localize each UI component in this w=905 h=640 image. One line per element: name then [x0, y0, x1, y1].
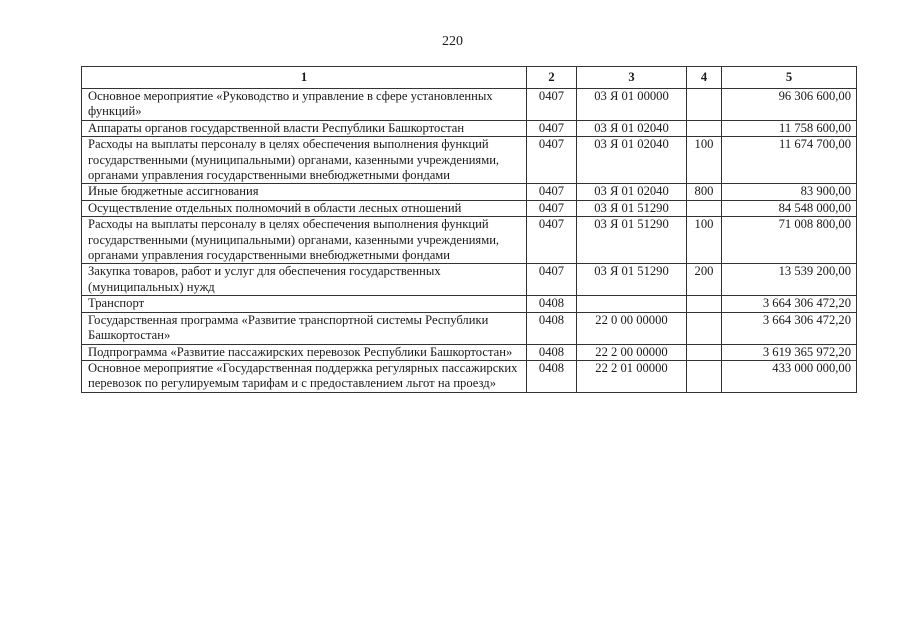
row-amount: 84 548 000,00 — [722, 200, 857, 216]
table-row — [82, 137, 857, 184]
table-row — [82, 296, 857, 312]
row-target: 03 Я 01 51290 — [577, 264, 687, 296]
row-section: 0407 — [527, 137, 577, 184]
row-expense-type: 100 — [687, 137, 722, 184]
row-amount: 11 674 700,00 — [722, 137, 857, 184]
table-row — [82, 312, 857, 344]
row-target: 03 Я 01 00000 — [577, 89, 687, 121]
row-section: 0407 — [527, 89, 577, 121]
row-name: Государственная программа «Развитие транспортной системы Республики Башкортостан» — [82, 312, 527, 344]
row-amount: 11 758 600,00 — [722, 120, 857, 136]
row-amount: 83 900,00 — [722, 184, 857, 200]
row-target: 03 Я 01 02040 — [577, 137, 687, 184]
row-section: 0407 — [527, 120, 577, 136]
row-amount: 3 664 306 472,20 — [722, 296, 857, 312]
table-row — [82, 184, 857, 200]
row-name: Осуществление отдельных полномочий в области лесных отношений — [82, 200, 527, 216]
row-expense-type — [687, 344, 722, 360]
row-section: 0408 — [527, 344, 577, 360]
row-expense-type: 800 — [687, 184, 722, 200]
table-row — [82, 344, 857, 360]
row-section: 0407 — [527, 217, 577, 264]
row-target: 03 Я 01 51290 — [577, 217, 687, 264]
row-expense-type — [687, 200, 722, 216]
row-amount: 3 664 306 472,20 — [722, 312, 857, 344]
row-target: 03 Я 01 02040 — [577, 120, 687, 136]
row-name: Подпрограмма «Развитие пассажирских перевозок Республики Башкортостан» — [82, 344, 527, 360]
table-row — [82, 89, 857, 121]
row-target: 22 2 01 00000 — [577, 360, 687, 392]
header-expense-type: 4 — [687, 67, 722, 89]
budget-table — [81, 66, 857, 393]
row-expense-type — [687, 120, 722, 136]
header-section: 2 — [527, 67, 577, 89]
row-name: Транспорт — [82, 296, 527, 312]
row-target: 22 2 00 00000 — [577, 344, 687, 360]
row-amount: 71 008 800,00 — [722, 217, 857, 264]
row-target: 03 Я 01 51290 — [577, 200, 687, 216]
table-row — [82, 200, 857, 216]
row-name: Основное мероприятие «Руководство и управление в сфере установленных функций» — [82, 89, 527, 121]
row-target: 22 0 00 00000 — [577, 312, 687, 344]
row-section: 0408 — [527, 312, 577, 344]
row-amount: 13 539 200,00 — [722, 264, 857, 296]
table-row — [82, 120, 857, 136]
header-target: 3 — [577, 67, 687, 89]
row-section: 0407 — [527, 264, 577, 296]
row-section: 0407 — [527, 200, 577, 216]
row-name: Основное мероприятие «Государственная поддержка регулярных пассажирских перевозок по регулируемым тарифам и с предоставлением льгот на проезд» — [82, 360, 527, 392]
header-amount: 5 — [722, 67, 857, 89]
row-section: 0407 — [527, 184, 577, 200]
row-name: Расходы на выплаты персоналу в целях обеспечения выполнения функций государственными (муниципальными) органами, казенными учреждениями, органами управления государственными внебюджетными фондами — [82, 217, 527, 264]
header-name: 1 — [82, 67, 527, 89]
row-amount: 96 306 600,00 — [722, 89, 857, 121]
row-amount: 3 619 365 972,20 — [722, 344, 857, 360]
row-expense-type: 100 — [687, 217, 722, 264]
row-section: 0408 — [527, 296, 577, 312]
row-amount: 433 000 000,00 — [722, 360, 857, 392]
row-expense-type — [687, 89, 722, 121]
table-row — [82, 217, 857, 264]
row-expense-type — [687, 312, 722, 344]
table-row — [82, 264, 857, 296]
row-name: Иные бюджетные ассигнования — [82, 184, 527, 200]
row-expense-type: 200 — [687, 264, 722, 296]
page-number: 220 — [442, 34, 463, 49]
table-header-row — [82, 67, 857, 89]
row-expense-type — [687, 360, 722, 392]
row-target: 03 Я 01 02040 — [577, 184, 687, 200]
row-name: Аппараты органов государственной власти Республики Башкортостан — [82, 120, 527, 136]
row-section: 0408 — [527, 360, 577, 392]
row-name: Закупка товаров, работ и услуг для обеспечения государственных (муниципальных) нужд — [82, 264, 527, 296]
row-expense-type — [687, 296, 722, 312]
row-target — [577, 296, 687, 312]
row-name: Расходы на выплаты персоналу в целях обеспечения выполнения функций государственными (муниципальными) органами, казенными учреждениями, органами управления государственными внебюджетными фондами — [82, 137, 527, 184]
table-row — [82, 360, 857, 392]
